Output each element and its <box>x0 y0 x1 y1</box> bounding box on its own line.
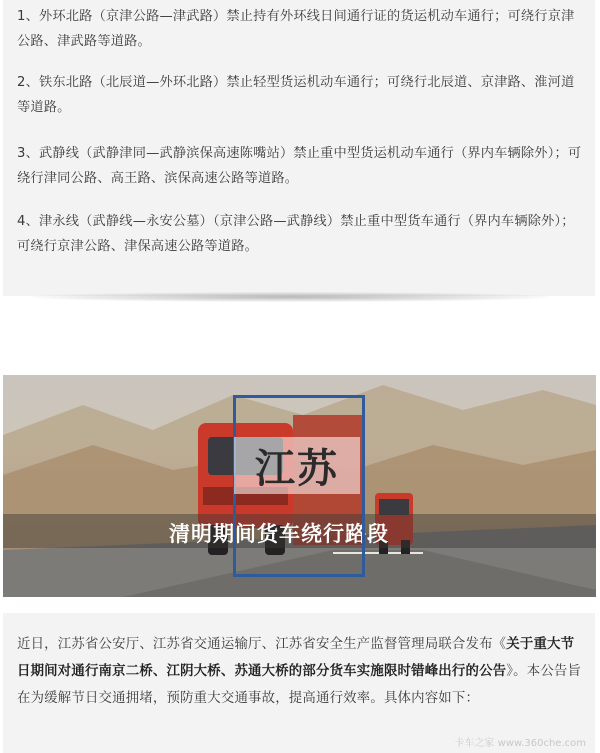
rule-item-4: 4、津永线（武静线—永安公墓）（京津公路—武静线）禁止重中型货车通行（界内车辆除外）；可绕行京津公路、津保高速公路等道路。 <box>17 214 575 254</box>
rule-item-1: 1、外环北路（京津公路—津武路）禁止持有外环线日间通行证的货运机动车通行；可绕行京津公路、津武路等道路。 <box>17 9 575 49</box>
announcement-card <box>3 613 595 753</box>
announcement-bold-title: 关于重大节日期间对通行南京二桥、江阴大桥、苏通大桥的部分货车实施限时错峰出行的公告 <box>17 637 575 679</box>
site-watermark: 卡车之家 www.360che.com <box>454 738 586 749</box>
banner-title: 江苏 <box>234 437 360 494</box>
traffic-rules-card <box>3 0 595 296</box>
rule-item-3: 3、武静线（武静津同—武静滨保高速陈嘴站）禁止重中型货运机动车通行（界内车辆除外）；可绕行津同公路、高王路、滨保高速公路等道路。 <box>17 146 582 186</box>
announcement-intro: 近日，江苏省公安厅、江苏省交通运输厅、江苏省安全生产监督管理局联合发布《关于重大节日期间对通行南京二桥、江阴大桥、苏通大桥的部分货车实施限时错峰出行的公告》。本公告旨在为缓解节日交通拥堵，预防重大交通事故，提高通行效率。具体内容如下： <box>17 637 582 706</box>
banner-subtitle: 清明期间货车绕行路段 <box>169 522 389 546</box>
rule-item-2: 2、铁东北路（北辰道—外环北路）禁止轻型货运机动车通行；可绕行北辰道、京津路、淮河道等道路。 <box>17 75 575 115</box>
card-shadow-divider <box>30 292 550 302</box>
jiangsu-banner-image <box>3 375 596 597</box>
